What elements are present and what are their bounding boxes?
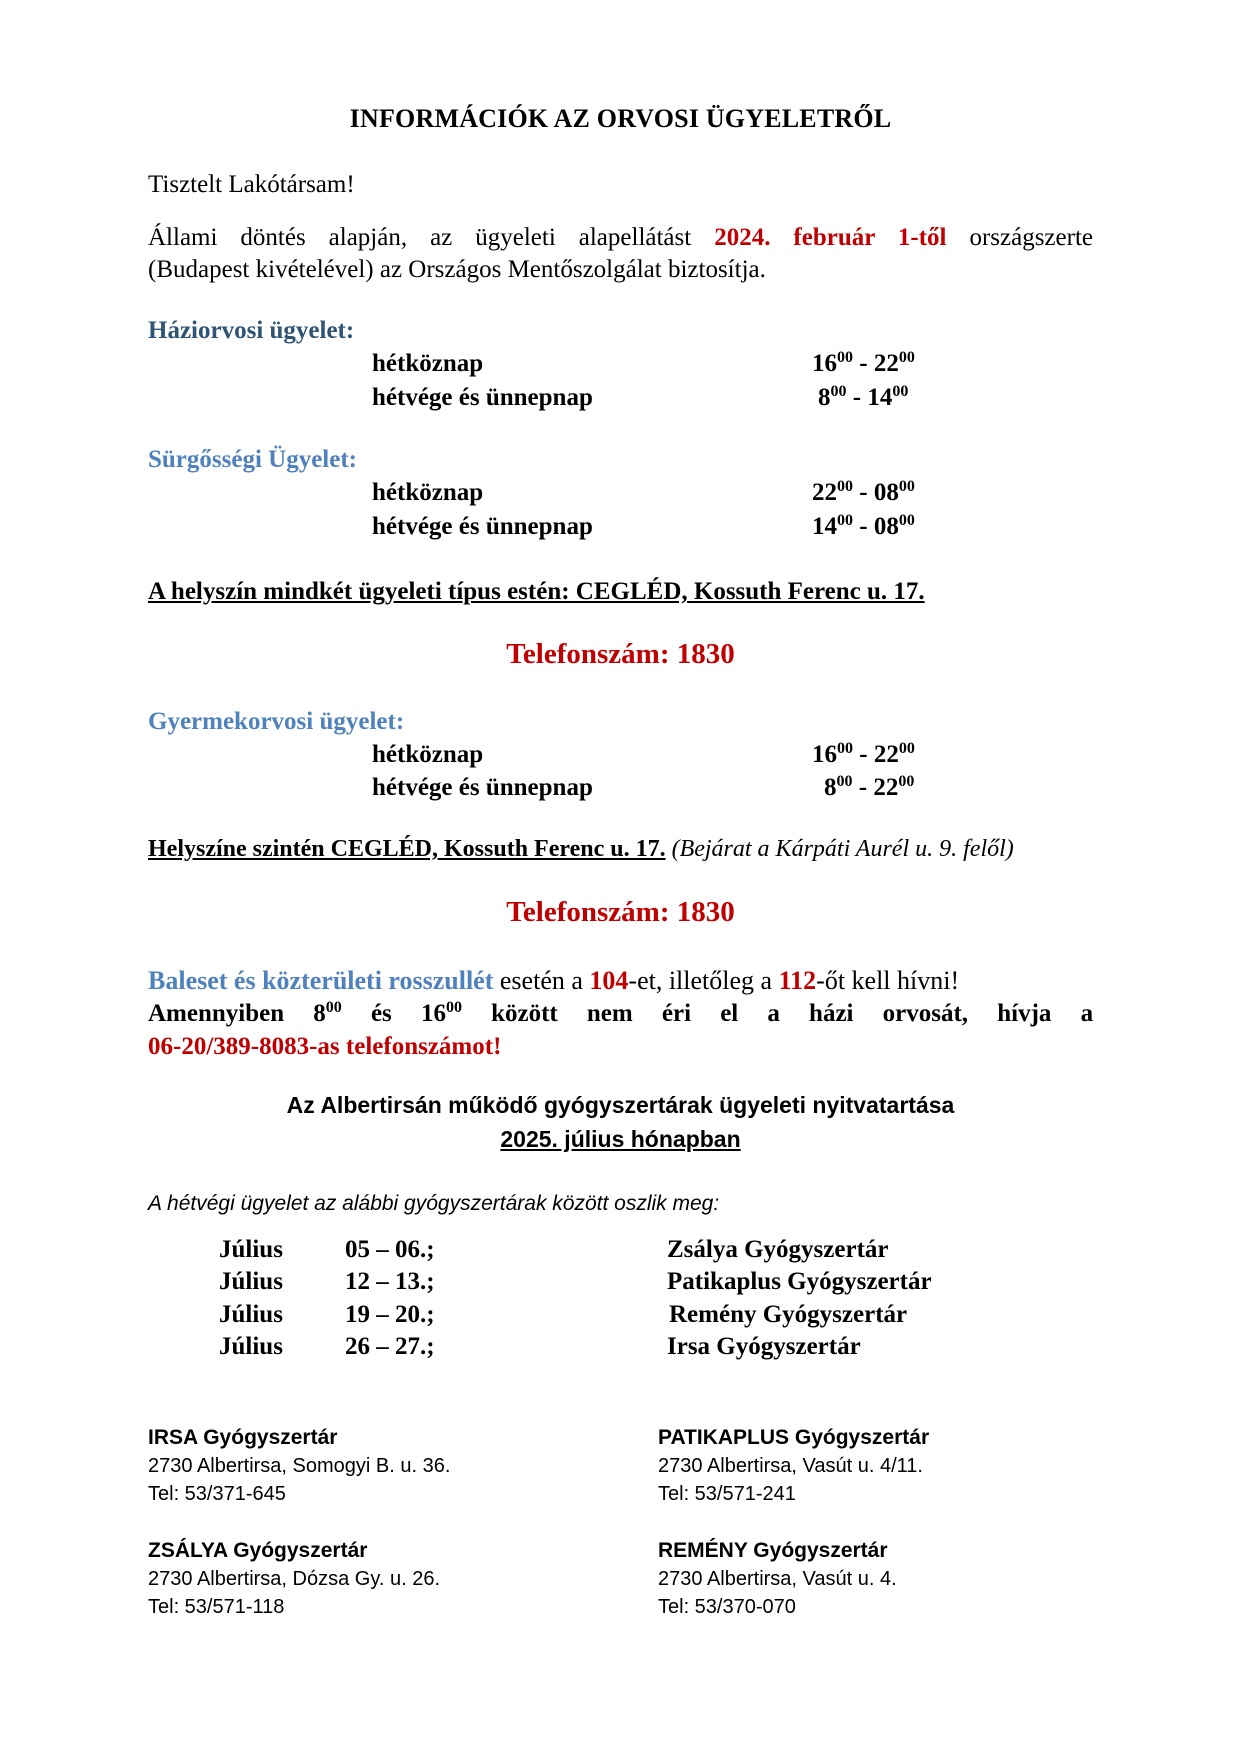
gyermek-day-weekend: hétvége és ünnepnap	[372, 774, 593, 801]
gyermek-time-weekend: $8^{00} - 22^{00}$	[824, 773, 915, 801]
surgossegi-day-weekend: hétvége és ünnepnap	[372, 513, 593, 540]
pharmacy-tel: Tel: 53/571-241	[658, 1483, 796, 1505]
pharmacy-tel: Tel: 53/371-645	[148, 1483, 286, 1505]
pharmacy-heading-month: 2025. július hónapban	[500, 1126, 741, 1152]
surgossegi-day-weekday: hétköznap	[372, 479, 484, 506]
pharmacy-name: ZSÁLYA Gyógyszertár	[148, 1539, 368, 1562]
surgossegi-time-weekend: $14^{00} - 08^{00}$	[812, 512, 915, 540]
gp-unavailable-line: Amennyiben $8^{00}$ és $16^{00}$ között nem éri el a házi orvosát, hívja a	[148, 999, 1094, 1027]
schedule-pharmacy: Remény Gyógyszertár	[669, 1301, 908, 1328]
schedule-days: 05 – 06.;	[345, 1236, 435, 1263]
gyermek-time-weekday: $16^{00} - 22^{00}$	[812, 740, 915, 768]
schedule-pharmacy: Irsa Gyógyszertár	[667, 1333, 861, 1360]
phone-number-1: Telefonszám: 1830	[506, 638, 735, 670]
pharmacy-name: IRSA Gyógyszertár	[148, 1426, 338, 1449]
surgossegi-time-weekday: $22^{00} - 08^{00}$	[812, 478, 915, 506]
intro-line-2: (Budapest kivételével) az Országos Mentőszolgálat biztosítja.	[148, 256, 766, 283]
schedule-month: Július	[219, 1268, 283, 1295]
pharmacy-address: 2730 Albertirsa, Dózsa Gy. u. 26.	[148, 1568, 441, 1590]
number-112: 112	[778, 966, 817, 995]
intro-text-b: országszerte	[969, 224, 1093, 251]
schedule-days: 19 – 20.;	[345, 1301, 435, 1328]
location-children-entrance: (Bejárat a Kárpáti Aurél u. 9. felől)	[671, 836, 1014, 862]
pharmacy-address: 2730 Albertirsa, Vasút u. 4/11.	[658, 1455, 923, 1477]
pharmacy-name: PATIKAPLUS Gyógyszertár	[658, 1426, 930, 1449]
haziorvosi-day-weekday: hétköznap	[372, 350, 484, 377]
schedule-days: 26 – 27.;	[345, 1333, 435, 1360]
weekend-intro: A hétvégi ügyelet az alábbi gyógyszertárak között oszlik meg:	[148, 1192, 720, 1215]
pharmacy-name: REMÉNY Gyógyszertár	[658, 1539, 888, 1562]
schedule-pharmacy: Zsálya Gyógyszertár	[667, 1236, 889, 1263]
location-both: A helyszín mindkét ügyeleti típus estén: CEGLÉD, Kossuth Ferenc u. 17.	[148, 578, 925, 605]
number-104: 104	[589, 966, 629, 995]
intro-line-1	[148, 224, 1093, 252]
phone-number-2: Telefonszám: 1830	[506, 896, 735, 928]
gp-phone-number: 06-20/389-8083-as telefonszámot!	[148, 1033, 502, 1060]
haziorvosi-day-weekend: hétvége és ünnepnap	[372, 384, 593, 411]
greeting: Tisztelt Lakótársam!	[148, 171, 355, 198]
pharmacy-heading: Az Albertirsán működő gyógyszertárak ügyeleti nyitvatartása	[286, 1092, 955, 1118]
schedule-pharmacy: Patikaplus Gyógyszertár	[667, 1268, 932, 1295]
schedule-month: Július	[219, 1333, 283, 1360]
page-title: INFORMÁCIÓK AZ ORVOSI ÜGYELETRŐL	[349, 104, 892, 133]
haziorvosi-time-weekend: $8^{00} - 14^{00}$	[818, 383, 909, 411]
schedule-month: Július	[219, 1301, 283, 1328]
location-children-main: Helyszíne szintén CEGLÉD, Kossuth Ferenc u. 17.	[148, 836, 666, 862]
haziorvosi-heading: Háziorvosi ügyelet:	[148, 317, 355, 344]
schedule-month: Július	[219, 1236, 283, 1263]
intro-text-a: Állami döntés alapján, az ügyeleti alapellátást	[148, 224, 692, 251]
schedule-days: 12 – 13.;	[345, 1268, 435, 1295]
haziorvosi-time-weekday: $16^{00} - 22^{00}$	[812, 349, 915, 377]
gyermek-day-weekday: hétköznap	[372, 741, 484, 768]
intro-start-date: 2024. február 1-től	[714, 224, 947, 251]
accident-label: Baleset és közterületi rosszullét	[148, 966, 494, 995]
surgossegi-heading: Sürgősségi Ügyelet:	[148, 446, 357, 473]
location-children	[148, 836, 1014, 863]
gyermek-heading: Gyermekorvosi ügyelet:	[148, 708, 405, 735]
pharmacy-tel: Tel: 53/571-118	[148, 1596, 285, 1618]
pharmacy-address: 2730 Albertirsa, Vasút u. 4.	[658, 1568, 897, 1590]
emergency-line: Baleset és közterületi rosszullét esetén a 104-et, illetőleg a 112-őt kell hívni!	[148, 966, 960, 995]
pharmacy-address: 2730 Albertirsa, Somogyi B. u. 36.	[148, 1455, 451, 1477]
pharmacy-tel: Tel: 53/370-070	[658, 1596, 796, 1618]
